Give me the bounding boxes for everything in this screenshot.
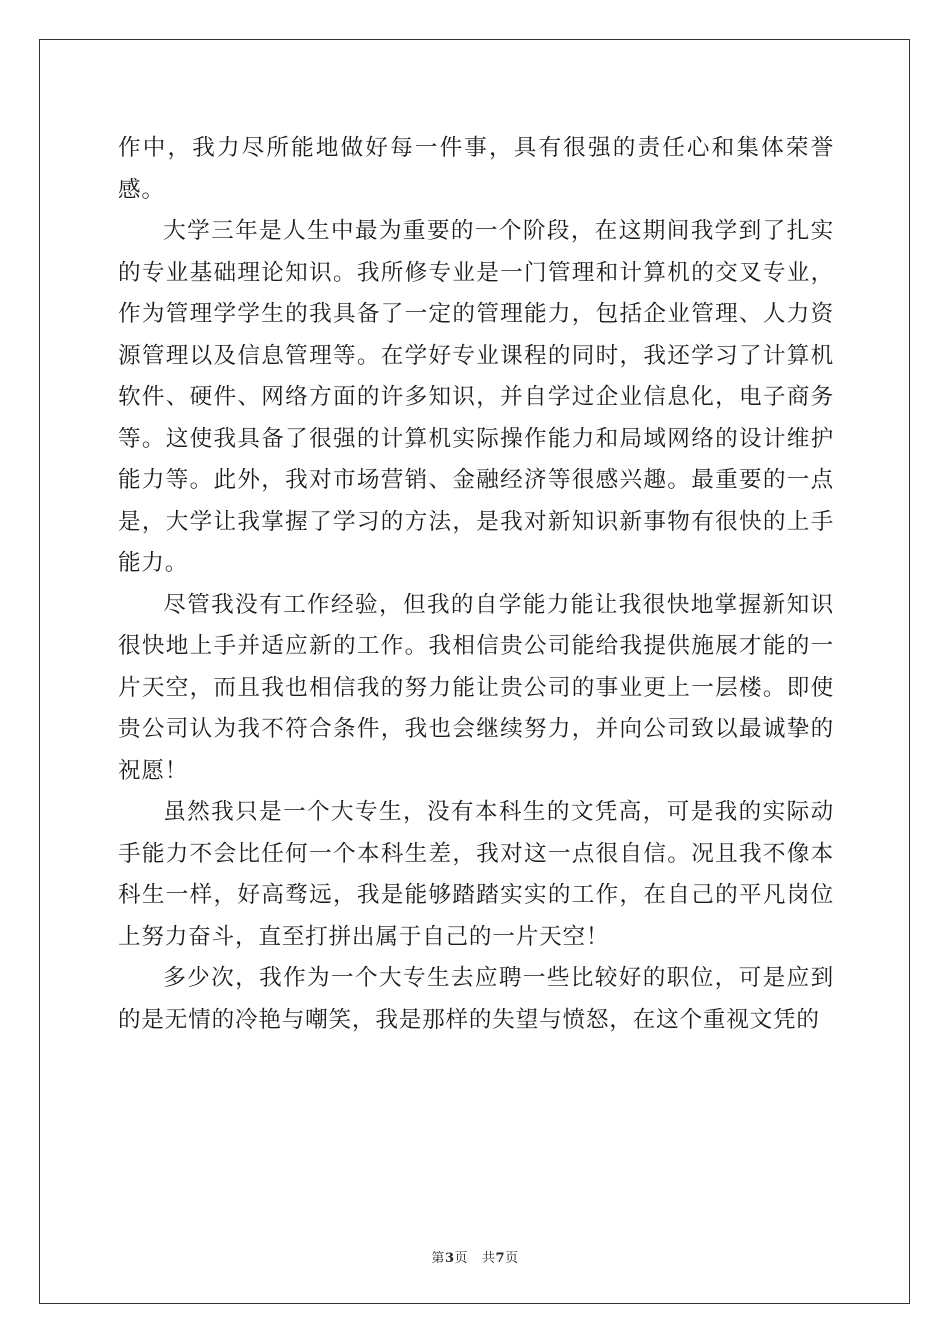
total-pages-indicator xyxy=(482,1251,519,1266)
current-page-number: 3 xyxy=(444,1251,455,1266)
page-prefix: 第 xyxy=(431,1251,445,1266)
paragraph-3: 尽管我没有工作经验，但我的自学能力能让我很快地掌握新知识很快地上手并适应新的工作。我相信贵公司能给我提供施展才能的一片天空，而且我也相信我的努力能让贵公司的事业更上一层楼。即使贵公司认为我不符合条件，我也会继续努力，并向公司致以最诚挚的祝愿！ xyxy=(118,591,834,784)
paragraph-2: 大学三年是人生中最为重要的一个阶段，在这期间我学到了扎实的专业基础理论知识。我所修专业是一门管理和计算机的交叉专业，作为管理学学生的我具备了一定的管理能力，包括企业管理、人力资源管理以及信息管理等。在学好专业课程的同时，我还学习了计算机软件、硬件、网络方面的许多知识，并自学过企业信息化，电子商务等。这使我具备了很强的计算机实际操作能力和局域网络的设计维护能力等。此外，我对市场营销、金融经济等很感兴趣。最重要的一点是，大学让我掌握了学习的方法，是我对新知识新事物有很快的上手能力。 xyxy=(118,218,834,576)
paragraph-5: 多少次，我作为一个大专生去应聘一些比较好的职位，可是应到的是无情的冷艳与嘲笑，我是那样的失望与愤怒，在这个重视文凭的 xyxy=(118,965,834,1033)
total-page-number: 7 xyxy=(495,1251,506,1266)
page-suffix: 页 xyxy=(454,1251,468,1266)
paragraph-1: 作中，我力尽所能地做好每一件事，具有很强的责任心和集体荣誉感。 xyxy=(118,135,834,203)
document-body xyxy=(118,128,834,1041)
paragraph-4: 虽然我只是一个大专生，没有本科生的文凭高，可是我的实际动手能力不会比任何一个本科生差，我对这一点很自信。况且我不像本科生一样，好高骛远，我是能够踏踏实实的工作，在自己的平凡岗位上努力奋斗，直至打拼出属于自己的一片天空！ xyxy=(118,799,834,950)
page-footer xyxy=(0,1247,950,1266)
total-suffix: 页 xyxy=(505,1251,519,1266)
total-prefix: 共 xyxy=(482,1251,496,1266)
page-indicator xyxy=(431,1251,468,1266)
